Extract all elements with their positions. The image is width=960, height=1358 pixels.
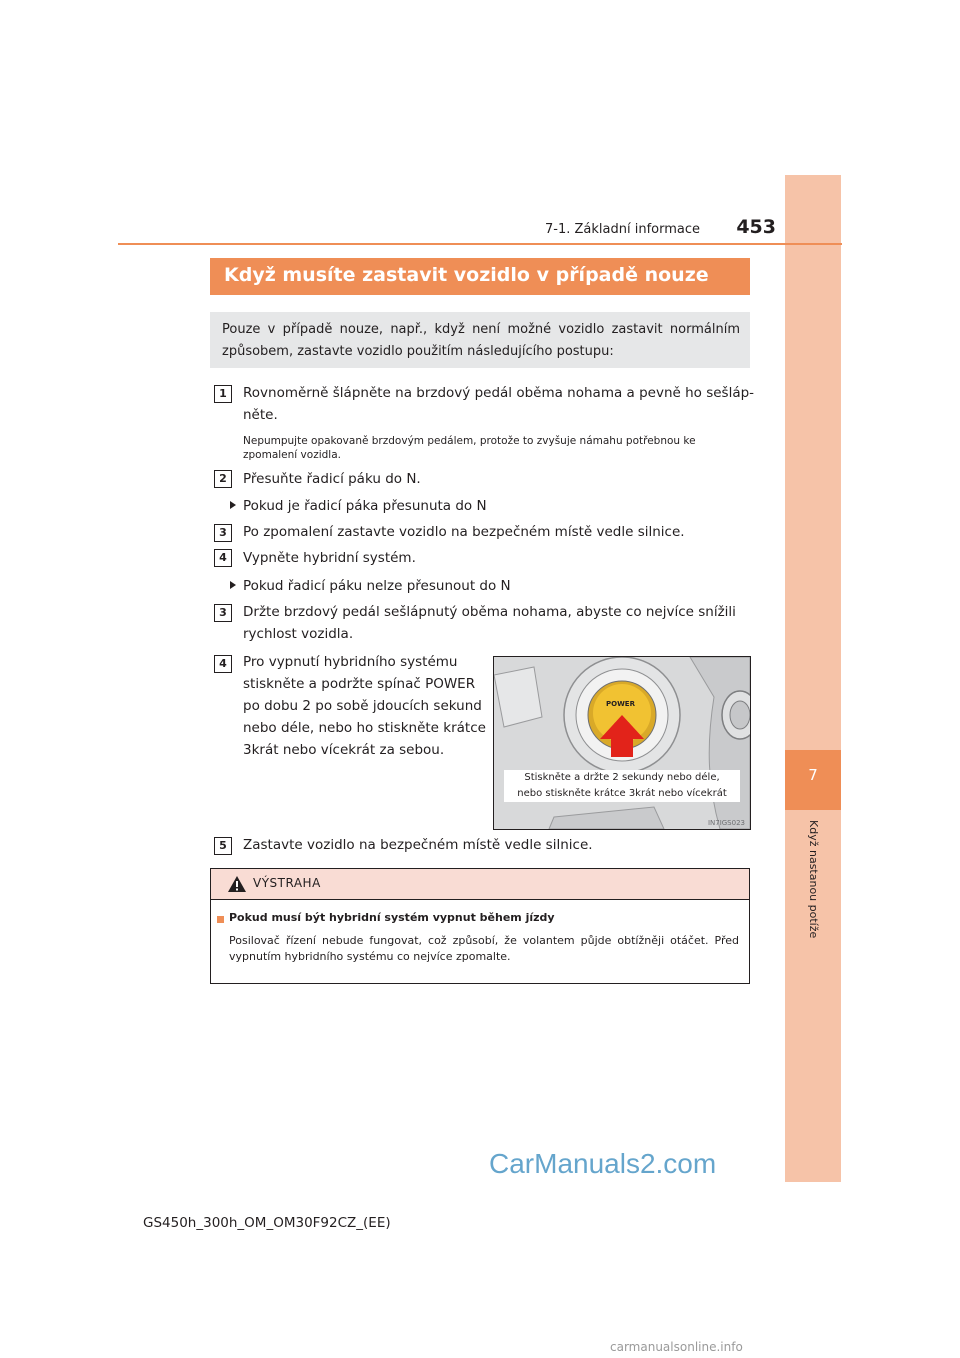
warning-title: VÝSTRAHA (253, 876, 321, 890)
step-text: Vypněte hybridní systém. (243, 550, 416, 566)
power-button-label: POWER (606, 700, 635, 708)
square-bullet-icon (217, 916, 224, 923)
watermark[interactable]: CarManuals2.com (489, 1148, 717, 1179)
step-text-cont: něte. (243, 407, 278, 423)
step-text-line: Pro vypnutí hybridního systému (243, 654, 458, 670)
step-text: Rovnoměrně šlápněte na brzdový pedál oběma nohama a pevně ho sešláp- (243, 385, 755, 401)
step-note: Nepumpujte opakovaně brzdovým pedálem, protože to zvyšuje námahu potřebnou ke zpomalení vozidla. (243, 435, 696, 461)
header-rule (118, 243, 842, 245)
section-title: Když musíte zastavit vozidlo v případě nouze (224, 264, 709, 286)
step-text: Přesuňte řadicí páku do N. (243, 471, 421, 487)
section-title-bar (210, 258, 750, 295)
step-number: 3 (214, 604, 232, 622)
warning-subtitle: Pokud musí být hybridní systém vypnut během jízdy (229, 911, 555, 924)
step-number: 3 (214, 524, 232, 542)
intro-text: Pouze v případě nouze, např., když není možné vozidlo zastavit normálním způsobem, zastavte vozidlo použitím následujícího postupu: (222, 322, 740, 359)
step-number: 4 (214, 549, 232, 567)
step-text-line: stiskněte a podržte spínač POWER (243, 676, 476, 692)
step-text: Po zpomalení zastavte vozidlo na bezpečném místě vedle silnice. (243, 524, 685, 540)
warning-box (210, 868, 750, 984)
watermark-site[interactable]: carmanualsonline.info (610, 1340, 743, 1354)
chapter-number: 7 (808, 766, 818, 784)
triangle-bullet-icon (230, 581, 236, 589)
triangle-bullet-icon (230, 501, 236, 509)
step-number: 5 (214, 837, 232, 855)
power-switch-illustration (493, 656, 751, 830)
footer-code: GS450h_300h_OM_OM30F92CZ_(EE) (143, 1215, 391, 1231)
illustration-caption: Stiskněte a držte 2 sekundy nebo déle, nebo stiskněte krátce 3krát nebo vícekrát (504, 770, 740, 802)
step-number: 2 (214, 470, 232, 488)
condition-heading: Pokud je řadicí páka přesunuta do N (230, 496, 487, 516)
header-section: 7-1. Základní informace (545, 222, 700, 237)
step-text-line: nebo déle, nebo ho stiskněte krátce (243, 720, 486, 736)
page-number: 453 (736, 216, 776, 238)
illustration-code: IN7IGS023 (707, 819, 745, 827)
step-text-line: po dobu 2 po sobě jdoucích sekund (243, 698, 482, 714)
step-number: 4 (214, 655, 232, 673)
step-number: 1 (214, 385, 232, 403)
step-text-line: 3krát nebo vícekrát za sebou. (243, 742, 445, 758)
step-text: Držte brzdový pedál sešlápnutý oběma nohama, abyste co nejvíce snížili (243, 604, 736, 620)
chapter-title: Když nastanou potíže (807, 820, 820, 939)
intro-box (210, 312, 750, 368)
warning-body: Posilovač řízení nebude fungovat, což způsobí, že volantem půjde obtížněji otáčet. Před vypnutím hybridního systému co nejvíce zpomalte. (229, 934, 739, 963)
condition-heading: Pokud řadicí páku nelze přesunout do N (230, 576, 511, 596)
warning-header (211, 869, 749, 900)
warning-triangle-icon (227, 875, 247, 893)
side-band (785, 175, 841, 1182)
step-text: Zastavte vozidlo na bezpečném místě vedle silnice. (243, 837, 593, 853)
step-text-cont: rychlost vozidla. (243, 626, 354, 642)
